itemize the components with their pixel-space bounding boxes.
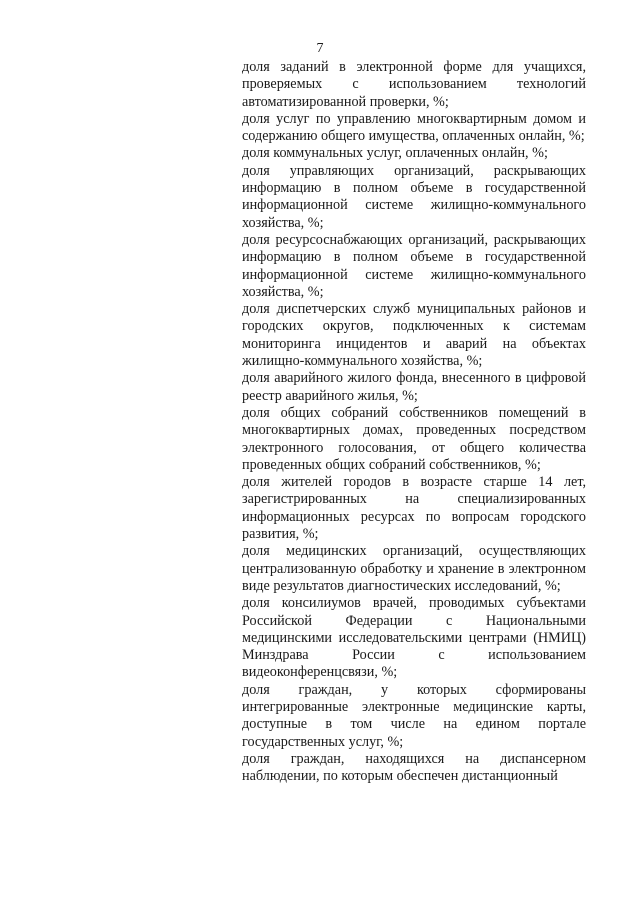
- list-item: доля медицинских организаций, осуществляющих централизованную обработку и хранение в электронном виде результатов диагностических исследований, %;: [242, 543, 586, 594]
- list-item: доля общих собраний собственников помещений в многоквартирных домах, проведенных посредством электронного голосования, от общего количества проведенных общих собраний собственников, %;: [242, 404, 586, 473]
- list-item: доля коммунальных услуг, оплаченных онлайн, %;: [242, 145, 548, 162]
- list-item: доля граждан, находящихся на диспансерном наблюдении, по которым обеспечен дистанционный: [242, 750, 586, 785]
- list-item: доля заданий в электронной форме для учащихся, проверяемых с использованием технологий автоматизированной проверки, %;: [242, 59, 586, 110]
- list-item: доля граждан, у которых сформированы интегрированные электронные медицинские карты, доступные в том числе на едином портале государственных услуг, %;: [242, 681, 586, 750]
- indicator-list: [242, 59, 586, 785]
- list-item: доля жителей городов в возрасте старше 14 лет, зарегистрированных на специализированных информационных ресурсах по вопросам городского развития, %;: [242, 474, 586, 543]
- page-number: 7: [316, 41, 324, 56]
- list-item: доля управляющих организаций, раскрывающих информацию в полном объеме в государственной информационной системе жилищно-коммунального хозяйства, %;: [242, 162, 586, 231]
- list-item: доля услуг по управлению многоквартирным домом и содержанию общего имущества, оплаченных онлайн, %;: [242, 110, 586, 145]
- list-item: доля диспетчерских служб муниципальных районов и городских округов, подключенных к системам мониторинга инцидентов и аварий на объектах жилищно-коммунального хозяйства, %;: [242, 301, 586, 370]
- list-item: доля консилиумов врачей, проводимых субъектами Российской Федерации с Национальными медицинскими исследовательскими центрами (НМИЦ) Минздрава России с использованием видеоконференцсвязи, %;: [242, 595, 586, 681]
- list-item: доля аварийного жилого фонда, внесенного в цифровой реестр аварийного жилья, %;: [242, 370, 586, 404]
- list-item: доля ресурсоснабжающих организаций, раскрывающих информацию в полном объеме в государственной информационной системе жилищно-коммунального хозяйства, %;: [242, 231, 586, 300]
